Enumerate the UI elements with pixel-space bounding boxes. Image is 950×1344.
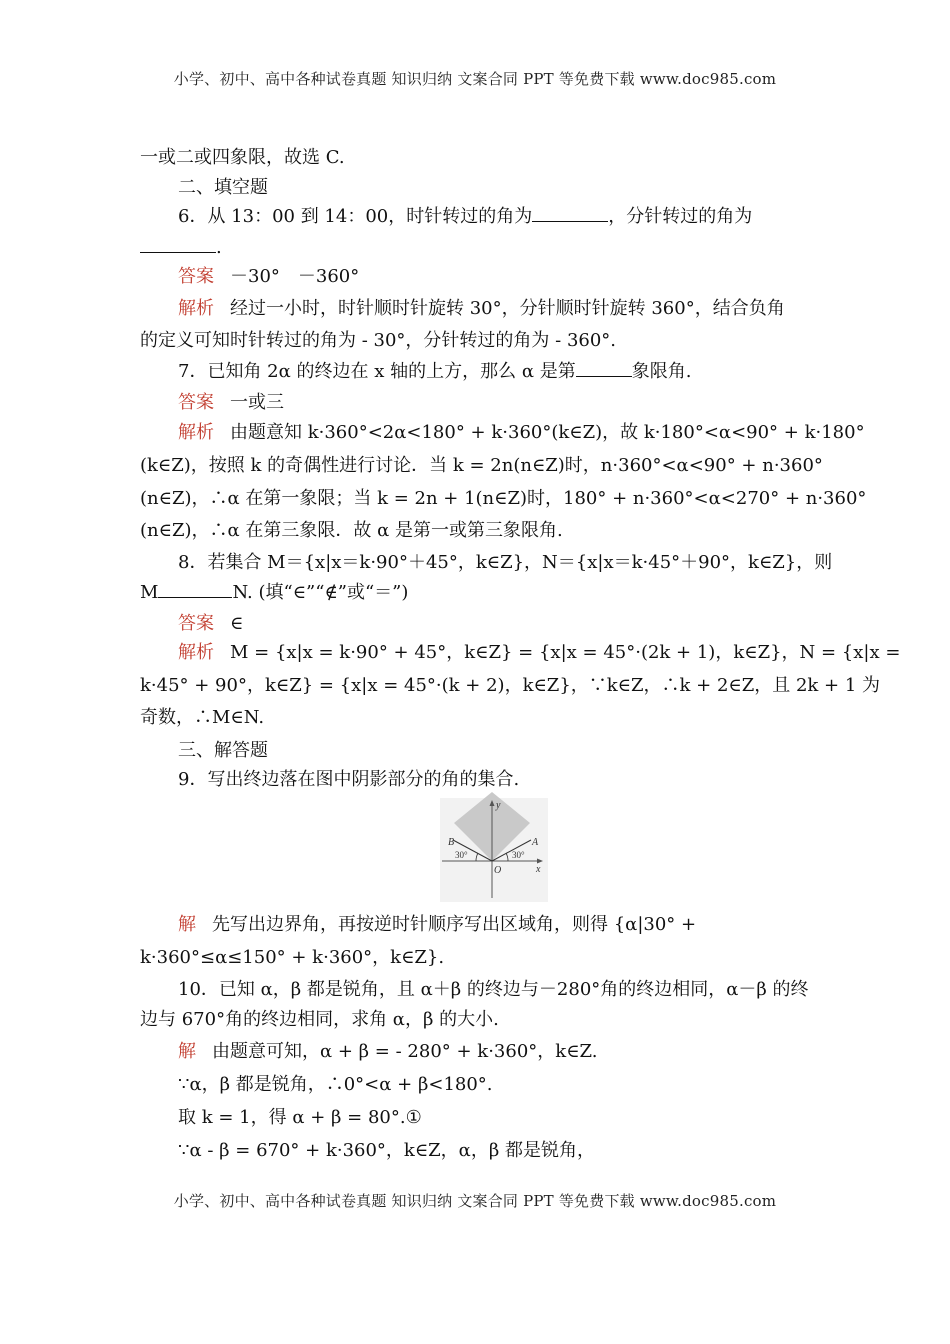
q6-analysis-text-1: 经过一小时，时针顺时针旋转 30°，分针顺时针旋转 360°，结合负角 xyxy=(230,298,785,319)
analysis-label: 解析 xyxy=(178,642,214,663)
question-8-line-2 xyxy=(140,579,810,607)
q8-analysis-text-1: M = {x|x = k·90° + 45°，k∈Z} = {x|x = 45°·(2k + 1)，k∈Z}，N = {x|x = xyxy=(230,642,901,663)
q7-analysis-line-2: (k∈Z)，按照 k 的奇偶性进行讨论．当 k = 2n(n∈Z)时，n·360°<α<90° + n·360° xyxy=(140,455,823,476)
angle-a-label: 30° xyxy=(512,850,525,860)
q6-analysis-line-1 xyxy=(178,295,810,323)
angle-diagram xyxy=(440,798,548,902)
q10-solution-line-1 xyxy=(178,1038,810,1066)
x-axis-label: x xyxy=(536,864,541,875)
q6-text-a: 6．从 13：00 到 14：00，时针转过的角为 xyxy=(178,206,533,227)
point-a-label: A xyxy=(532,837,539,848)
q8-instruction: (填“∈”“∉”或“＝”) xyxy=(258,582,409,603)
q7-analysis-text-1: 由题意知 k·360°<2α<180° + k·360°(k∈Z)，故 k·180°<α<90° + k·180° xyxy=(230,422,865,443)
q8-analysis-line-2: k·45° + 90°，k∈Z} = {x|x = 45°·(k + 2)，k∈Z}，∵k∈Z，∴k + 2∈Z，且 2k + 1 为 xyxy=(140,675,881,696)
q8-answer xyxy=(178,610,810,638)
section-heading-fill-in: 二、填空题 xyxy=(178,177,268,198)
q9-solution-line-1 xyxy=(178,911,810,939)
question-7 xyxy=(178,358,810,386)
question-9: 9．写出终边落在图中阴影部分的角的集合. xyxy=(178,769,520,790)
q8-set-m: M xyxy=(140,582,159,603)
q7-blank xyxy=(576,358,632,377)
q7-text-b: 象限角. xyxy=(631,361,692,382)
angle-arc-a xyxy=(506,853,508,861)
analysis-label: 解析 xyxy=(178,298,214,319)
q6-blank-2 xyxy=(140,234,216,253)
q8-answer-text: ∈ xyxy=(230,613,244,634)
q7-answer xyxy=(178,389,810,417)
q10-solution-line-2: ∵α，β 都是锐角，∴0°<α + β<180°. xyxy=(178,1074,493,1095)
q9-solution-text-1: 先写出边界角，再按逆时针顺序写出区域角，则得 {α|30° + xyxy=(212,914,697,935)
q8-analysis-line-3: 奇数，∴M∈N. xyxy=(140,707,265,728)
q10-solution-text-1: 由题意可知，α + β = - 280° + k·360°，k∈Z. xyxy=(212,1041,598,1062)
origin-label: O xyxy=(494,865,502,876)
question-6-line-2 xyxy=(140,234,810,262)
q6-text-b: ，分针转过的角为 xyxy=(608,206,753,227)
q6-answer-text: －30° －360° xyxy=(230,266,360,287)
angle-b-label: 30° xyxy=(455,850,468,860)
q6-answer xyxy=(178,263,810,291)
q7-analysis-line-4: (n∈Z)，∴α 在第三象限．故 α 是第一或第三象限角. xyxy=(140,520,563,541)
q7-answer-text: 一或三 xyxy=(230,392,284,413)
q8-analysis-line-1 xyxy=(178,639,901,667)
answer-label: 答案 xyxy=(178,613,214,634)
question-6-line-1 xyxy=(178,203,810,231)
q8-set-n: N. xyxy=(232,582,253,603)
q7-analysis-line-3: (n∈Z)，∴α 在第一象限；当 k = 2n + 1(n∈Z)时，180° + n·360°<α<270° + n·360° xyxy=(140,488,867,509)
point-b-label: B xyxy=(448,837,455,848)
page-header: 小学、初中、高中各种试卷真题 知识归纳 文案合同 PPT 等免费下载 www.doc985.com xyxy=(173,70,777,88)
q10-solution-line-3: 取 k = 1，得 α + β = 80°.① xyxy=(178,1107,422,1128)
analysis-label: 解析 xyxy=(178,422,214,443)
angle-arc-b xyxy=(476,853,478,861)
q6-analysis-line-2: 的定义可知时针转过的角为 - 30°，分针转过的角为 - 360°. xyxy=(140,330,617,351)
answer-label: 答案 xyxy=(178,266,214,287)
y-axis-label: y xyxy=(496,800,501,811)
section-heading-solutions: 三、解答题 xyxy=(178,740,268,761)
solution-label: 解 xyxy=(178,1041,196,1062)
solution-label: 解 xyxy=(178,914,196,935)
q6-blank-1 xyxy=(532,203,608,222)
x-axis-arrow xyxy=(537,859,543,864)
q7-analysis-line-1 xyxy=(178,419,865,447)
answer-continuation: 一或二或四象限，故选 C. xyxy=(140,147,345,168)
question-10-line-2: 边与 670°角的终边相同，求角 α，β 的大小. xyxy=(140,1009,499,1030)
q8-blank xyxy=(158,579,232,598)
angle-region-figure xyxy=(440,798,548,902)
answer-label: 答案 xyxy=(178,392,214,413)
page-footer: 小学、初中、高中各种试卷真题 知识归纳 文案合同 PPT 等免费下载 www.doc985.com xyxy=(173,1192,777,1210)
q10-solution-line-4: ∵α - β = 670° + k·360°，k∈Z，α，β 都是锐角， xyxy=(178,1140,595,1161)
q6-text-c: . xyxy=(216,237,222,258)
question-10-line-1: 10．已知 α，β 都是锐角，且 α＋β 的终边与－280°角的终边相同，α－β 的终 xyxy=(178,979,809,1000)
q7-text-a: 7．已知角 2α 的终边在 x 轴的上方，那么 α 是第 xyxy=(178,361,576,382)
q9-solution-line-2: k·360°≤α≤150° + k·360°，k∈Z}. xyxy=(140,947,445,968)
question-8-line-1: 8．若集合 M＝{x|x＝k·90°＋45°，k∈Z}，N＝{x|x＝k·45°＋90°，k∈Z}，则 xyxy=(178,552,833,573)
